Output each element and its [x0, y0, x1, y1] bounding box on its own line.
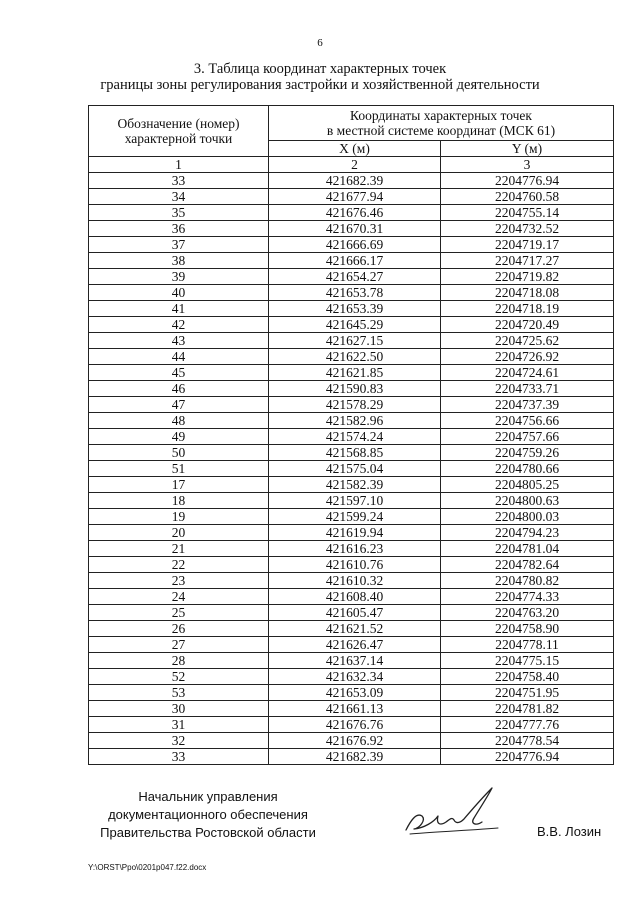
y-coordinate-cell: 2204758.40 [441, 669, 614, 685]
point-number-cell: 49 [89, 429, 269, 445]
y-coordinate-cell: 2204737.39 [441, 397, 614, 413]
table-row [89, 301, 614, 317]
y-coordinate-cell: 2204800.63 [441, 493, 614, 509]
x-coordinate-cell: 421619.94 [269, 525, 441, 541]
y-coordinate-cell: 2204755.14 [441, 205, 614, 221]
table-row [89, 189, 614, 205]
y-coordinate-cell: 2204805.25 [441, 477, 614, 493]
header-point-line-2: характерной точки [124, 131, 233, 146]
table-row [89, 285, 614, 301]
y-coordinate-cell: 2204757.66 [441, 429, 614, 445]
y-coordinate-cell: 2204759.26 [441, 445, 614, 461]
point-number-cell: 37 [89, 237, 269, 253]
x-coordinate-cell: 421616.23 [269, 541, 441, 557]
table-row [89, 381, 614, 397]
table-row [89, 653, 614, 669]
title-line-1: 3. Таблица координат характерных точек [193, 61, 447, 77]
x-coordinate-cell: 421568.85 [269, 445, 441, 461]
table-row [89, 525, 614, 541]
y-coordinate-cell: 2204781.82 [441, 701, 614, 717]
y-coordinate-cell: 2204800.03 [441, 509, 614, 525]
point-number-cell: 21 [89, 541, 269, 557]
y-coordinate-cell: 2204778.11 [441, 637, 614, 653]
page-number: 6 [317, 37, 323, 49]
table-row [89, 573, 614, 589]
table-row [89, 669, 614, 685]
x-coordinate-cell: 421682.39 [269, 749, 441, 765]
x-coordinate-cell: 421621.52 [269, 621, 441, 637]
y-coordinate-cell: 2204777.76 [441, 717, 614, 733]
y-coordinate-cell: 2204778.54 [441, 733, 614, 749]
table-row [89, 365, 614, 381]
y-coordinate-cell: 2204780.66 [441, 461, 614, 477]
x-coordinate-cell: 421676.92 [269, 733, 441, 749]
x-coordinate-cell: 421677.94 [269, 189, 441, 205]
x-coordinate-cell: 421575.04 [269, 461, 441, 477]
table-row [89, 429, 614, 445]
x-coordinate-cell: 421632.34 [269, 669, 441, 685]
x-coordinate-cell: 421653.78 [269, 285, 441, 301]
point-number-cell: 40 [89, 285, 269, 301]
header-row [89, 106, 614, 141]
point-number-cell: 34 [89, 189, 269, 205]
y-coordinate-cell: 2204781.04 [441, 541, 614, 557]
signatory-position [88, 788, 328, 842]
x-coordinate-cell: 421582.96 [269, 413, 441, 429]
x-coordinate-cell: 421661.13 [269, 701, 441, 717]
x-coordinate-cell: 421653.09 [269, 685, 441, 701]
point-number-cell: 52 [89, 669, 269, 685]
y-coordinate-cell: 2204719.17 [441, 237, 614, 253]
table-row [89, 445, 614, 461]
point-number-cell: 20 [89, 525, 269, 541]
table-row [89, 589, 614, 605]
y-coordinate-cell: 2204776.94 [441, 173, 614, 189]
y-coordinate-cell: 2204724.61 [441, 365, 614, 381]
table-row [89, 717, 614, 733]
point-number-cell: 38 [89, 253, 269, 269]
point-number-cell: 22 [89, 557, 269, 573]
y-coordinate-cell: 2204775.15 [441, 653, 614, 669]
point-number-cell: 46 [89, 381, 269, 397]
x-coordinate-cell: 421666.69 [269, 237, 441, 253]
file-path: Y:\ORST\Ppo\0201p047.f22.docx [88, 863, 207, 872]
point-number-cell: 31 [89, 717, 269, 733]
table-row [89, 349, 614, 365]
x-coordinate-cell: 421637.14 [269, 653, 441, 669]
title-line-2: границы зоны регулирования застройки и хозяйственной деятельности [100, 77, 540, 93]
table-row [89, 269, 614, 285]
x-coordinate-cell: 421574.24 [269, 429, 441, 445]
y-coordinate-cell: 2204794.23 [441, 525, 614, 541]
point-number-cell: 53 [89, 685, 269, 701]
table-title [0, 61, 640, 93]
table-row [89, 413, 614, 429]
y-coordinate-cell: 2204732.52 [441, 221, 614, 237]
point-number-cell: 42 [89, 317, 269, 333]
column-number-1: 1 [89, 157, 269, 173]
table-row [89, 173, 614, 189]
y-coordinate-cell: 2204760.58 [441, 189, 614, 205]
point-number-cell: 45 [89, 365, 269, 381]
table-row [89, 237, 614, 253]
y-coordinate-cell: 2204751.95 [441, 685, 614, 701]
point-number-cell: 19 [89, 509, 269, 525]
table-row [89, 685, 614, 701]
x-coordinate-cell: 421608.40 [269, 589, 441, 605]
point-number-cell: 32 [89, 733, 269, 749]
x-coordinate-cell: 421621.85 [269, 365, 441, 381]
coordinates-table [88, 105, 614, 765]
y-coordinate-cell: 2204725.62 [441, 333, 614, 349]
x-coordinate-cell: 421666.17 [269, 253, 441, 269]
position-line-3: Правительства Ростовской области [100, 825, 316, 840]
x-coordinate-cell: 421654.27 [269, 269, 441, 285]
signatory-name: В.В. Лозин [537, 824, 602, 839]
x-coordinate-cell: 421627.15 [269, 333, 441, 349]
point-number-cell: 23 [89, 573, 269, 589]
x-coordinate-cell: 421610.32 [269, 573, 441, 589]
header-point-designation [89, 106, 269, 157]
table-row [89, 253, 614, 269]
header-y: Y (м) [441, 141, 614, 157]
point-number-cell: 35 [89, 205, 269, 221]
y-coordinate-cell: 2204717.27 [441, 253, 614, 269]
column-number-2: 2 [269, 157, 441, 173]
position-line-1: Начальник управления [138, 789, 278, 804]
y-coordinate-cell: 2204718.19 [441, 301, 614, 317]
x-coordinate-cell: 421622.50 [269, 349, 441, 365]
x-coordinate-cell: 421676.46 [269, 205, 441, 221]
x-coordinate-cell: 421626.47 [269, 637, 441, 653]
y-coordinate-cell: 2204776.94 [441, 749, 614, 765]
table-row [89, 733, 614, 749]
point-number-cell: 47 [89, 397, 269, 413]
point-number-cell: 25 [89, 605, 269, 621]
y-coordinate-cell: 2204782.64 [441, 557, 614, 573]
table-row [89, 397, 614, 413]
x-coordinate-cell: 421682.39 [269, 173, 441, 189]
y-coordinate-cell: 2204720.49 [441, 317, 614, 333]
y-coordinate-cell: 2204780.82 [441, 573, 614, 589]
x-coordinate-cell: 421582.39 [269, 477, 441, 493]
point-number-cell: 33 [89, 173, 269, 189]
table-row [89, 477, 614, 493]
column-number-3: 3 [441, 157, 614, 173]
x-coordinate-cell: 421599.24 [269, 509, 441, 525]
position-line-2: документационного обеспечения [108, 807, 308, 822]
y-coordinate-cell: 2204726.92 [441, 349, 614, 365]
y-coordinate-cell: 2204774.33 [441, 589, 614, 605]
point-number-cell: 24 [89, 589, 269, 605]
point-number-cell: 43 [89, 333, 269, 349]
point-number-cell: 26 [89, 621, 269, 637]
x-coordinate-cell: 421645.29 [269, 317, 441, 333]
header-x: X (м) [269, 141, 441, 157]
header-coordinates [269, 106, 614, 141]
point-number-cell: 41 [89, 301, 269, 317]
table-row [89, 621, 614, 637]
point-number-cell: 51 [89, 461, 269, 477]
y-coordinate-cell: 2204718.08 [441, 285, 614, 301]
point-number-cell: 17 [89, 477, 269, 493]
point-number-cell: 48 [89, 413, 269, 429]
header-coords-line-1: Координаты характерных точек [350, 108, 532, 123]
x-coordinate-cell: 421670.31 [269, 221, 441, 237]
table-row [89, 557, 614, 573]
header-point-line-1: Обозначение (номер) [117, 116, 240, 131]
x-coordinate-cell: 421597.10 [269, 493, 441, 509]
table-row [89, 701, 614, 717]
x-coordinate-cell: 421610.76 [269, 557, 441, 573]
point-number-cell: 39 [89, 269, 269, 285]
x-coordinate-cell: 421676.76 [269, 717, 441, 733]
handwritten-signature-icon [400, 782, 505, 842]
point-number-cell: 33 [89, 749, 269, 765]
table-row [89, 493, 614, 509]
table-row [89, 541, 614, 557]
point-number-cell: 30 [89, 701, 269, 717]
x-coordinate-cell: 421605.47 [269, 605, 441, 621]
point-number-cell: 44 [89, 349, 269, 365]
table-row [89, 637, 614, 653]
point-number-cell: 36 [89, 221, 269, 237]
point-number-cell: 27 [89, 637, 269, 653]
table-row [89, 605, 614, 621]
y-coordinate-cell: 2204758.90 [441, 621, 614, 637]
y-coordinate-cell: 2204763.20 [441, 605, 614, 621]
table-row [89, 205, 614, 221]
table-row [89, 333, 614, 349]
point-number-cell: 28 [89, 653, 269, 669]
table-row [89, 221, 614, 237]
column-number-row [89, 157, 614, 173]
table-row [89, 509, 614, 525]
table-row [89, 317, 614, 333]
point-number-cell: 18 [89, 493, 269, 509]
table-row [89, 749, 614, 765]
y-coordinate-cell: 2204733.71 [441, 381, 614, 397]
x-coordinate-cell: 421653.39 [269, 301, 441, 317]
header-coords-line-2: в местной системе координат (МСК 61) [326, 123, 556, 138]
point-number-cell: 50 [89, 445, 269, 461]
table-row [89, 461, 614, 477]
x-coordinate-cell: 421590.83 [269, 381, 441, 397]
y-coordinate-cell: 2204719.82 [441, 269, 614, 285]
x-coordinate-cell: 421578.29 [269, 397, 441, 413]
y-coordinate-cell: 2204756.66 [441, 413, 614, 429]
